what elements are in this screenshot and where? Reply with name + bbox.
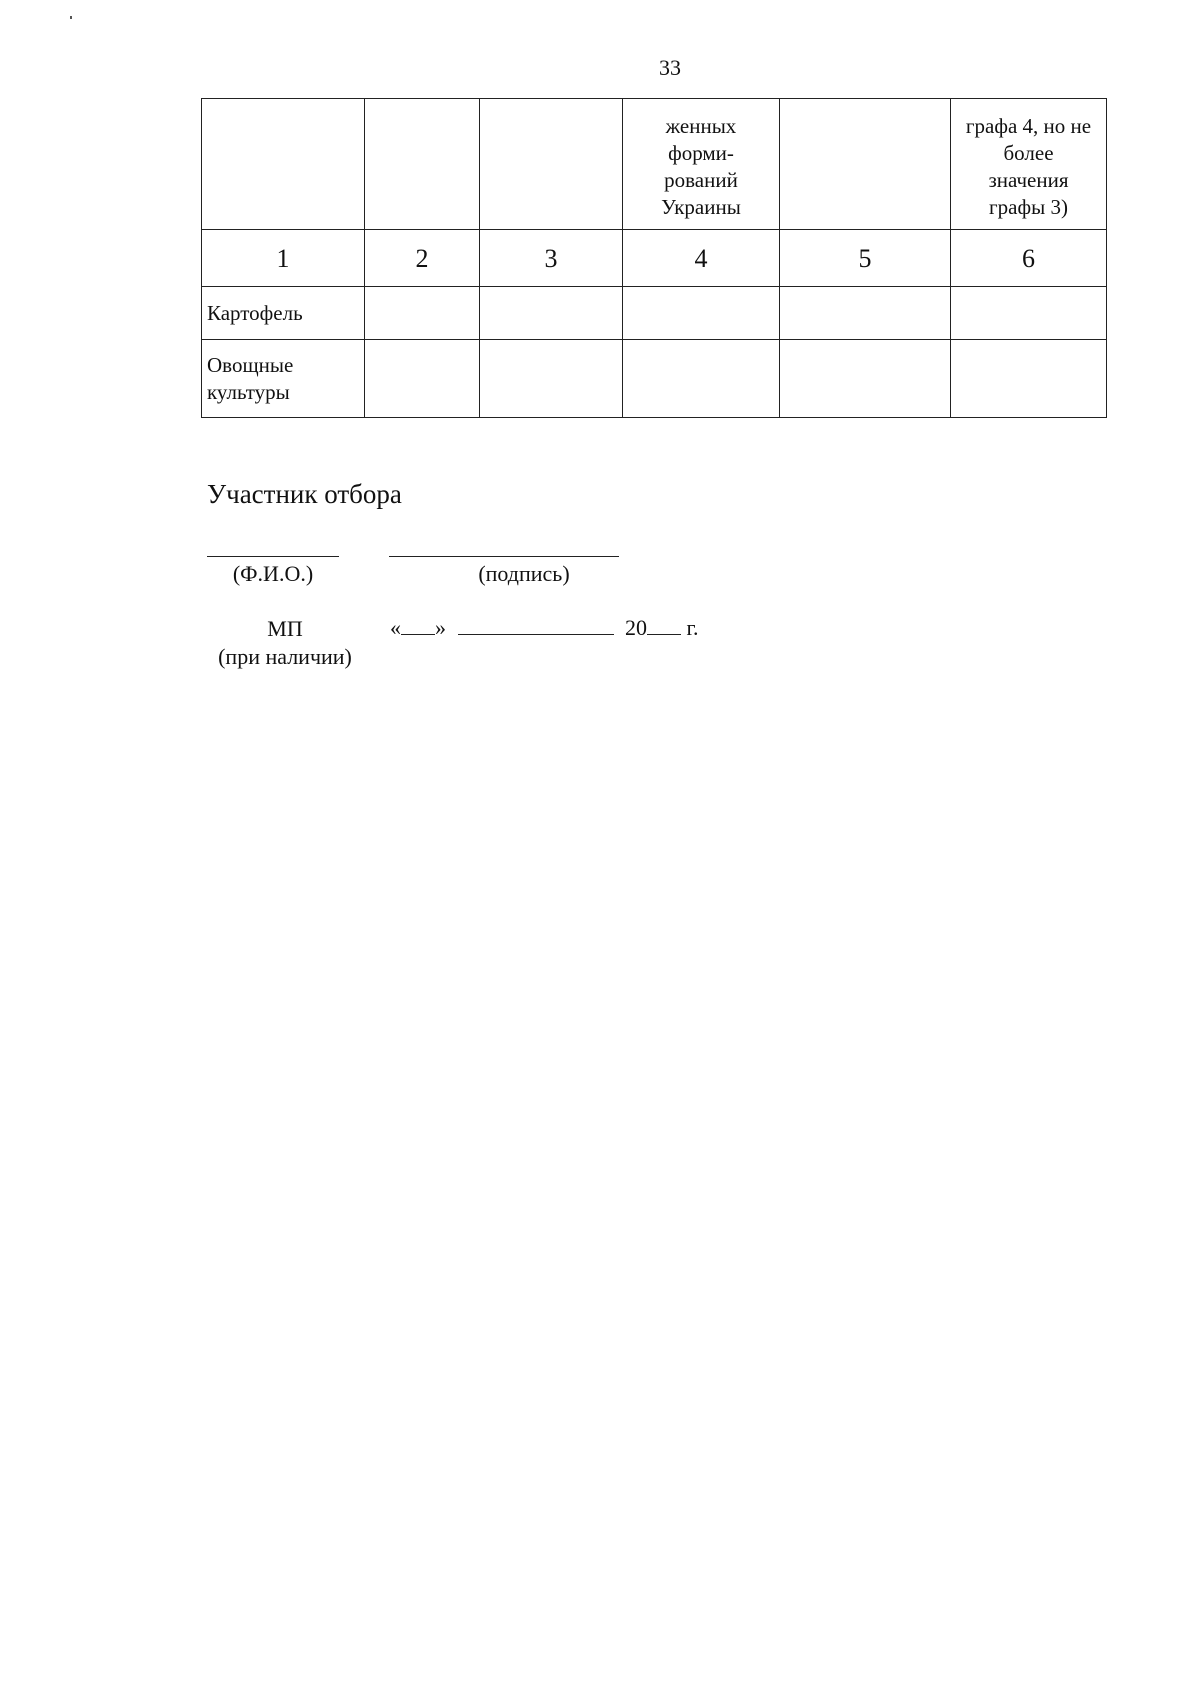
header-cell [365, 99, 480, 230]
header-cell: женных форми- рований Украины [623, 99, 780, 230]
column-number: 1 [202, 230, 365, 287]
stamp-label: МП [267, 616, 303, 641]
row-label: Овощные культуры [202, 340, 365, 418]
table-cell [780, 340, 951, 418]
table-cell [951, 340, 1107, 418]
column-number: 2 [365, 230, 480, 287]
date-year-prefix: 20 [625, 615, 647, 640]
table-cell [365, 287, 480, 340]
fio-line [207, 556, 339, 557]
table-row [202, 340, 1107, 418]
participant-label: Участник отбора [207, 479, 402, 509]
date-suffix: г. [686, 615, 699, 640]
date-open-quote: « [390, 615, 401, 640]
fio-caption: (Ф.И.О.) [232, 561, 314, 586]
date-day-blank [401, 614, 435, 635]
header-cell: графа 4, но не более значения графы 3) [951, 99, 1107, 230]
table-header-continuation [202, 99, 1107, 230]
scan-speck [70, 16, 72, 19]
table-cell [951, 287, 1107, 340]
table-cell [623, 340, 780, 418]
column-number: 5 [780, 230, 951, 287]
header-cell [780, 99, 951, 230]
table-row [202, 287, 1107, 340]
column-number: 6 [951, 230, 1107, 287]
column-number: 4 [623, 230, 780, 287]
date-line [390, 614, 699, 641]
row-label: Картофель [202, 287, 365, 340]
date-month-blank [458, 614, 614, 635]
stamp-block [205, 615, 365, 671]
header-cell [202, 99, 365, 230]
table-cell [480, 287, 623, 340]
signature-line [389, 556, 619, 557]
page-number: 33 [659, 55, 681, 80]
table-cell [780, 287, 951, 340]
table-cell [623, 287, 780, 340]
column-number: 3 [480, 230, 623, 287]
table-cell [365, 340, 480, 418]
crop-table [201, 98, 1107, 418]
date-year-blank [647, 614, 681, 635]
date-close-quote: » [435, 615, 446, 640]
table-cell [480, 340, 623, 418]
signature-caption: (подпись) [478, 561, 570, 586]
table-column-numbers [202, 230, 1107, 287]
header-cell [480, 99, 623, 230]
stamp-note: (при наличии) [218, 644, 352, 669]
